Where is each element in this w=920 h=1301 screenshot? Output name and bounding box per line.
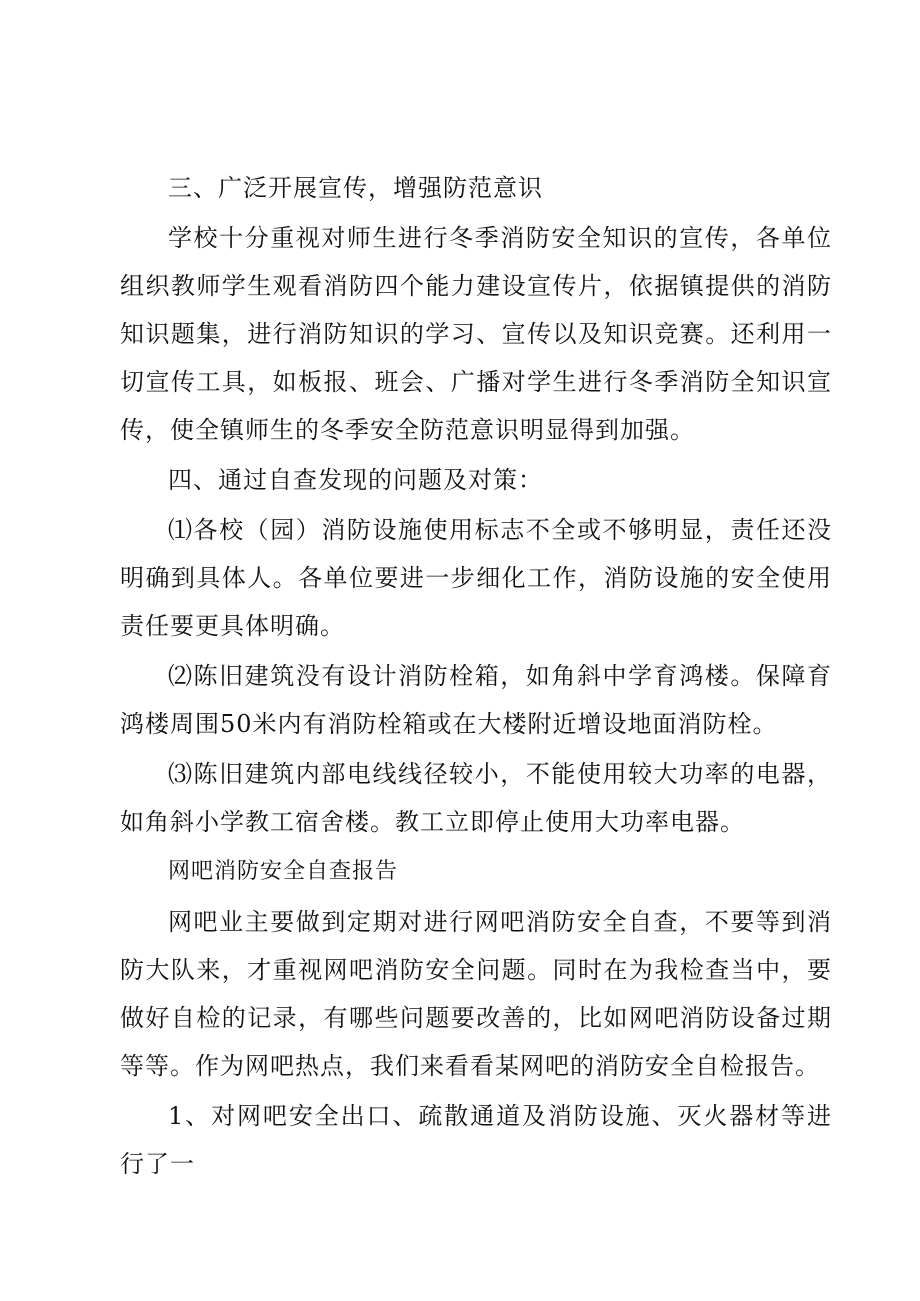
issue-item-3: ⑶陈旧建筑内部电线线径较小，不能使用较大功率的电器，如角斜小学教工宿舍楼。教工立即停止使用大功率电器。	[120, 760, 832, 836]
report-title: 网吧消防安全自查报告	[168, 859, 399, 884]
issue-item-2: ⑵陈旧建筑没有设计消防栓箱，如角斜中学育鸿楼。保障育鸿楼周围50米内有消防栓箱或在大楼附近增设地面消防栓。	[120, 662, 832, 738]
section-4-heading: 四、通过自查发现的问题及对策：	[168, 466, 543, 494]
report-item-1: 1、对网吧安全出口、疏散通道及消防设施、灭火器材等进行了一	[120, 1102, 832, 1178]
issue-item-1: ⑴各校（园）消防设施使用标志不全或不够明显，责任还没明确到具体人。各单位要进一步细化工作，消防设施的安全使用责任要更具体明确。	[120, 516, 832, 640]
section-3-paragraph: 学校十分重视对师生进行冬季消防安全知识的宣传，各单位组织教师学生观看消防四个能力建设宣传片，依据镇提供的消防知识题集，进行消防知识的学习、宣传以及知识竞赛。还利用一切宣传工具，如板报、班会、广播对学生进行冬季消防全知识宣传，使全镇师生的冬季安全防范意识明显得到加强。	[120, 224, 832, 444]
section-3-heading: 三、广泛开展宣传，增强防范意识	[168, 174, 543, 202]
document-body	[120, 164, 832, 1188]
report-intro-paragraph: 网吧业主要做到定期对进行网吧消防安全自查，不要等到消防大队来，才重视网吧消防安全问题。同时在为我检查当中，要做好自检的记录，有哪些问题要改善的，比如网吧消防设备过期等等。作为网吧热点，我们来看看某网吧的消防安全自检报告。	[120, 908, 832, 1080]
